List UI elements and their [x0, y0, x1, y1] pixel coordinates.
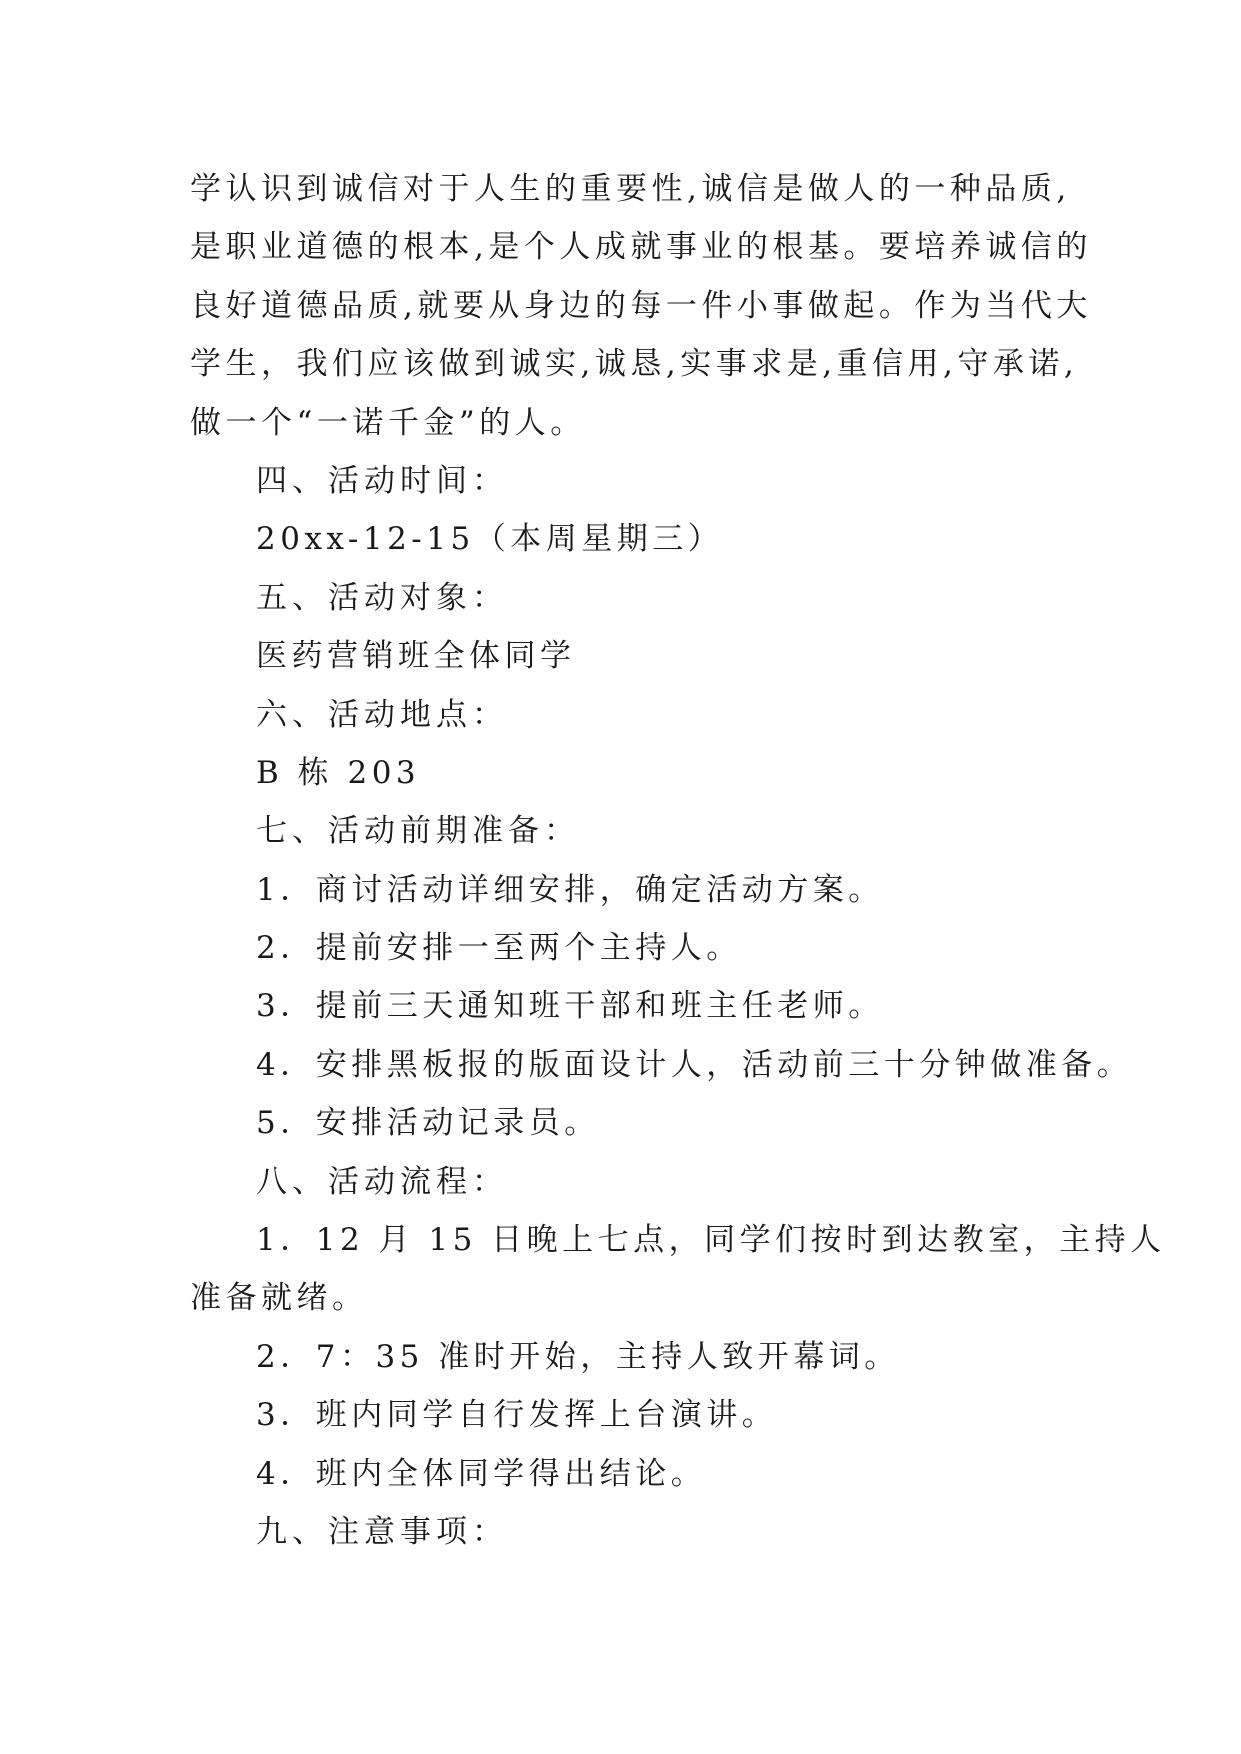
list-item: 1．12 月 15 日晚上七点，同学们按时到达教室，主持人 — [256, 1222, 1166, 1259]
section-heading-time: 四、活动时间： — [256, 462, 508, 499]
activity-audience-value: 医药营销班全体同学 — [256, 638, 576, 675]
section-heading-notes: 九、注意事项： — [256, 1513, 508, 1550]
paragraph-line: 是职业道德的根本,是个人成就事业的根基。要培养诚信的 — [190, 229, 1092, 266]
section-heading-location: 六、活动地点： — [256, 696, 508, 733]
list-item: 2．提前安排一至两个主持人。 — [256, 930, 742, 967]
paragraph-line: 做一个“一诺千金”的人。 — [190, 404, 586, 441]
activity-time-value: 20xx-12-15（本周星期三） — [256, 521, 724, 558]
section-heading-preparation: 七、活动前期准备： — [256, 813, 580, 850]
paragraph-line: 学认识到诚信对于人生的重要性,诚信是做人的一种品质, — [190, 171, 1071, 207]
list-item: 3．提前三天通知班干部和班主任老师。 — [256, 988, 884, 1025]
list-item: 2．7：35 准时开始，主持人致开幕词。 — [256, 1338, 900, 1375]
section-heading-process: 八、活动流程： — [256, 1163, 508, 1200]
section-heading-audience: 五、活动对象： — [256, 579, 508, 616]
document-body — [190, 160, 1166, 1561]
list-item: 5．安排活动记录员。 — [256, 1105, 600, 1142]
activity-location-value: B 栋 203 — [256, 754, 421, 791]
paragraph-line: 学生，我们应该做到诚实,诚恳,实事求是,重信用,守承诺, — [190, 346, 1079, 383]
list-item: 4．班内全体同学得出结论。 — [256, 1455, 707, 1492]
list-item: 3．班内同学自行发挥上台演讲。 — [256, 1397, 778, 1434]
list-item: 1．商讨活动详细安排，确定活动方案。 — [256, 871, 884, 908]
list-item: 4．安排黑板报的版面设计人，活动前三十分钟做准备。 — [256, 1046, 1133, 1083]
list-item-continuation: 准备就绪。 — [190, 1280, 368, 1317]
paragraph-line: 良好道德品质,就要从身边的每一件小事做起。作为当代大 — [190, 287, 1092, 324]
